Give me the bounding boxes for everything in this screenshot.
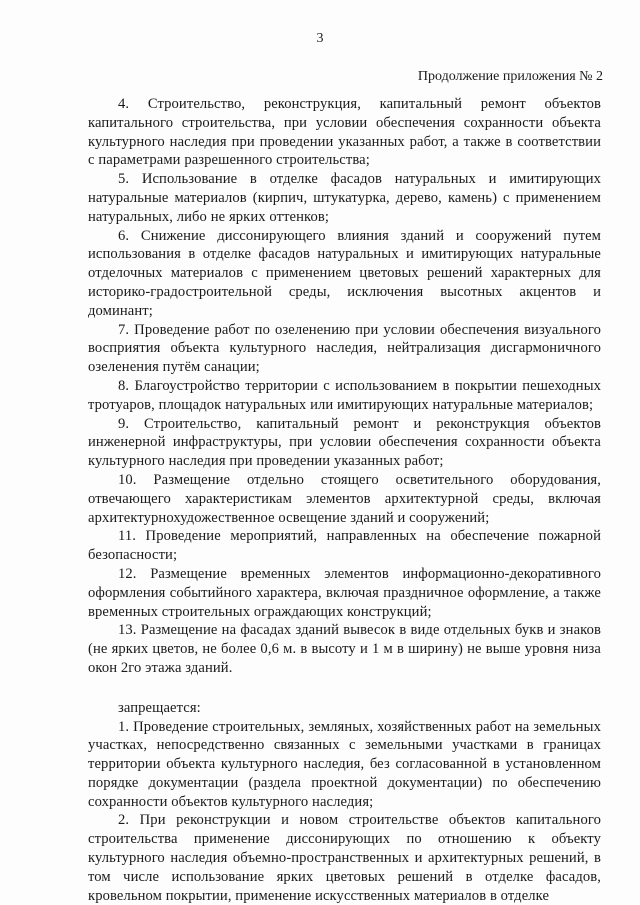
- list-item: 2. При реконструкции и новом строительстве объектов капитального строительства применение диссонирующих по отношению к объекту культурного наследия объемно-пространственных и архитектурных решений, в том числе использование ярких цветовых решений в отделке фасадов, кровельном покрытии, применение искусственных материалов в отделке: [88, 812, 601, 904]
- list-item: 10. Размещение отдельно стоящего осветительного оборудования, отвечающего характеристикам элементов архитектурной среды, включая архитектурнохудожественное освещение зданий и сооружений;: [88, 471, 601, 526]
- list-item: 1. Проведение строительных, земляных, хозяйственных работ на земельных участках, непосредственно связанных с земельными участками в границах территории объекта культурного наследия, без согласованной в установленном порядке документации (раздела проектной документации) по обеспечению сохранности объектов культурного наследия;: [88, 718, 601, 810]
- list-item: 5. Использование в отделке фасадов натуральных и имитирующих натуральные материалов (кирпич, штукатурка, дерево, камень) с применением натуральных, либо не ярких оттенков;: [88, 171, 601, 225]
- appendix-note: Продолжение приложения № 2: [417, 69, 603, 84]
- prohibited-list: [88, 718, 601, 905]
- list-item: 8. Благоустройство территории с использованием в покрытии пешеходных тротуаров, площадок натуральных или имитирующих натуральные материалов;: [88, 377, 601, 413]
- list-item: 9. Строительство, капитальный ремонт и реконструкция объектов инженерной инфраструктуры, при условии обеспечения сохранности объекта культурного наследия при проведении указанных работ;: [88, 415, 601, 470]
- list-item: 13. Размещение на фасадах зданий вывесок в виде отдельных букв и знаков (не ярких цветов, не более 0,6 м. в высоту и 1 м в ширину) не выше уровня низа окон 2го этажа зданий.: [88, 622, 601, 676]
- list-item: 11. Проведение мероприятий, направленных на обеспечение пожарной безопасности;: [88, 528, 601, 564]
- list-item: 7. Проведение работ по озеленению при условии обеспечения визуального восприятия объекта культурного наследия, нейтрализация дисгармоничного озеленения путём санации;: [88, 321, 601, 376]
- prohibited-heading: запрещается:: [118, 699, 201, 716]
- allowed-list: [88, 95, 601, 678]
- list-item: 12. Размещение временных элементов информационно-декоративного оформления событийного характера, включая праздничное оформление, а также временных строительных ограждающих конструкций;: [88, 565, 601, 620]
- document-body: [88, 95, 601, 905]
- page-number: 3: [316, 31, 324, 46]
- list-item: 6. Снижение диссонирующего влияния зданий и сооружений путем использования в отделке фасадов натуральных и имитирующих натуральные отделочных материалов с применением цветовых решений характерных для историко-градостроительной среды, исключения высотных акцентов и доминант;: [88, 227, 601, 319]
- list-item: 4. Строительство, реконструкция, капитальный ремонт объектов капитального строительства, при условии обеспечения сохранности объекта культурного наследия при проведении указанных работ, а также в соответствии с параметрами разрешенного строительства;: [88, 96, 601, 169]
